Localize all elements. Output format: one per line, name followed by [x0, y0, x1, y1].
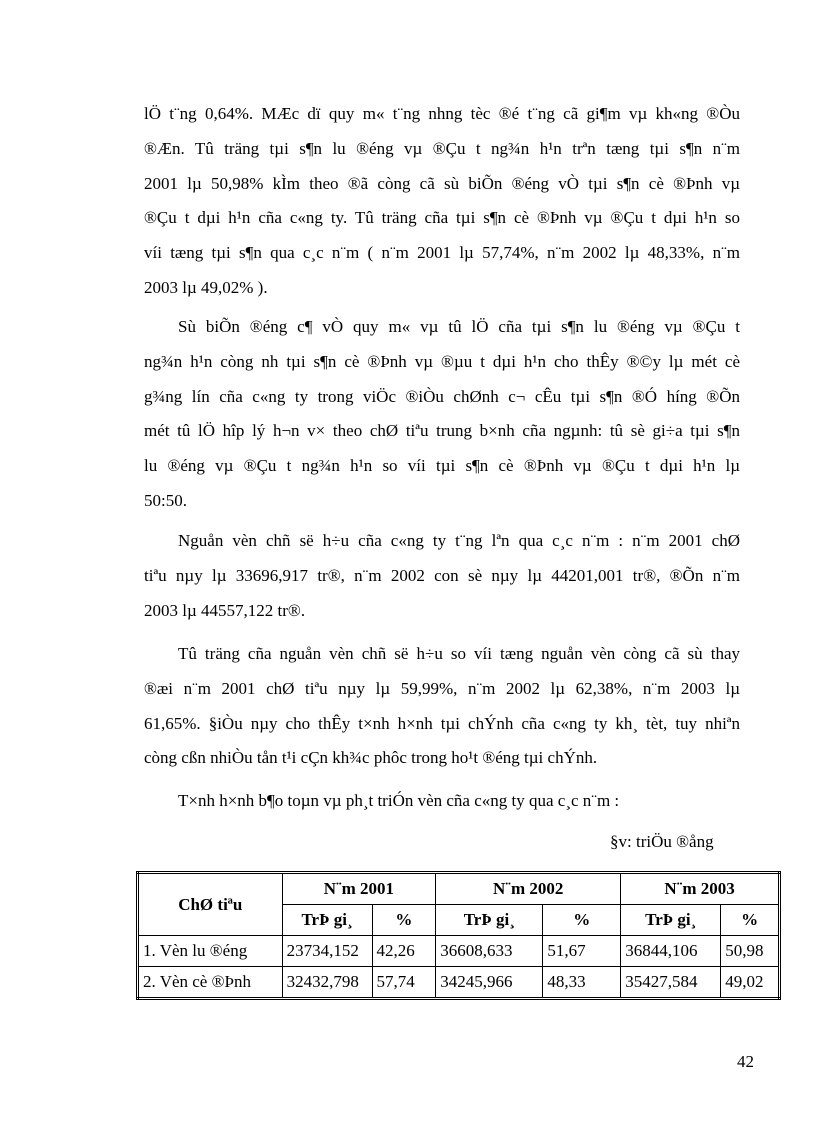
table-cell: 36844,106: [621, 936, 721, 967]
table-cell: 34245,966: [436, 967, 543, 999]
table-cell: 42,26: [372, 936, 436, 967]
text-line: ®Çu t dµi h¹n cña c«ng ty. Tû träng cña tµi s¶n cè ®Þnh vµ ®Çu t dµi h¹n so: [144, 208, 740, 228]
text-line: Tû träng cña nguån vèn chñ së h÷u so víi tæng nguån vèn còng cã sù thay: [178, 644, 740, 663]
text-line: 2001 lµ 50,98% kÌm theo ®ã còng cã sù biÕn ®éng vÒ tµi s¶n cè ®Þnh vµ: [144, 173, 740, 193]
table-cell: 32432,798: [282, 967, 372, 999]
text-line: Sù biÕn ®éng c¶ vÒ quy m« vµ tû lÖ cña tµi s¶n lu ®éng vµ ®Çu t: [178, 317, 740, 336]
table-cell: 51,67: [543, 936, 621, 967]
paragraph-3: [144, 524, 740, 628]
subheader-value: TrÞ gi¸: [436, 905, 543, 936]
text-line: lÖ t¨ng 0,64%. MÆc dï quy m« t¨ng nhng tèc ®é t¨ng cã gi¶m vµ kh«ng ®Òu: [144, 104, 740, 123]
header-year: N¨m 2003: [621, 873, 780, 905]
text-line: ®Æn. Tû träng tµi s¶n lu ®éng vµ ®Çu t ng¾n h¹n trªn tæng tµi s¶n n¨m: [144, 138, 740, 158]
subheader-value: TrÞ gi¸: [282, 905, 372, 936]
text-line: 2003 lµ 49,02% ).: [144, 277, 268, 297]
table-row: [138, 936, 780, 967]
table-cell: 35427,584: [621, 967, 721, 999]
text-line: mét tû lÖ hîp lý h¬n v× theo chØ tiªu trung b×nh cña ngµnh: tû sè gi÷a tµi s¶n: [144, 421, 740, 441]
paragraph-5: [144, 784, 740, 819]
table-cell: 23734,152: [282, 936, 372, 967]
text-line: g¾ng lín cña c«ng ty trong viÖc ®iÒu chØnh c¬ cÊu tµi s¶n ®Ó híng ®Õn: [144, 386, 740, 406]
text-line: còng cßn nhiÒu tån t¹i cÇn kh¾c phôc trong ho¹t ®éng tµi chÝnh.: [144, 748, 598, 768]
text-line: 2003 lµ 44557,122 tr®.: [144, 600, 306, 620]
subheader-value: TrÞ gi¸: [621, 905, 721, 936]
table-cell: 36608,633: [436, 936, 543, 967]
paragraph-1: [144, 97, 740, 306]
unit-note: §v: triÖu ®ång: [610, 832, 714, 851]
text-line: lu ®éng vµ ®Çu t ng¾n h¹n so víi tµi s¶n cè ®Þnh vµ ®Çu t dµi h¹n lµ: [144, 456, 740, 476]
header-indicator: ChØ tiªu: [138, 873, 283, 936]
text-line: T×nh h×nh b¶o toµn vµ ph¸t triÓn vèn cña c«ng ty qua c¸c n¨m :: [178, 791, 620, 810]
paragraph-2: [144, 310, 740, 519]
page-number: 42: [737, 1052, 754, 1071]
paragraph-4: [144, 637, 740, 776]
text-line: Nguån vèn chñ së h÷u cña c«ng ty t¨ng lªn qua c¸c n¨m : n¨m 2001 chØ: [178, 531, 740, 550]
table-cell: 48,33: [543, 967, 621, 999]
table-cell: 57,74: [372, 967, 436, 999]
capital-table: [136, 871, 781, 1000]
text-line: víi tæng tµi s¶n qua c¸c n¨m ( n¨m 2001 lµ 57,74%, n¨m 2002 lµ 48,33%, n¨m: [144, 243, 740, 263]
text-line: tiªu nµy lµ 33696,917 tr®, n¨m 2002 con sè nµy lµ 44201,001 tr®, ®Õn n¨m: [144, 565, 740, 585]
subheader-pct: %: [543, 905, 621, 936]
row-label: 1. Vèn lu ®éng: [138, 936, 283, 967]
table-cell: 49,02: [721, 967, 780, 999]
header-year: N¨m 2001: [282, 873, 436, 905]
table-cell: 50,98: [721, 936, 780, 967]
text-line: ng¾n h¹n còng nh tµi s¶n cè ®Þnh vµ ®µu t dµi h¹n cho thÊy ®©y lµ mét cè: [144, 351, 740, 371]
row-label: 2. Vèn cè ®Þnh: [138, 967, 283, 999]
text-line: ®æi n¨m 2001 chØ tiªu nµy lµ 59,99%, n¨m 2002 lµ 62,38%, n¨m 2003 lµ: [144, 678, 740, 698]
text-line: 61,65%. §iÒu nµy cho thÊy t×nh h×nh tµi chÝnh cña c«ng ty kh¸ tèt, tuy nhiªn: [144, 713, 740, 733]
header-year: N¨m 2002: [436, 873, 621, 905]
table-header-row: [138, 873, 780, 905]
subheader-pct: %: [372, 905, 436, 936]
subheader-pct: %: [721, 905, 780, 936]
table-row: [138, 967, 780, 999]
text-line: 50:50.: [144, 490, 187, 510]
